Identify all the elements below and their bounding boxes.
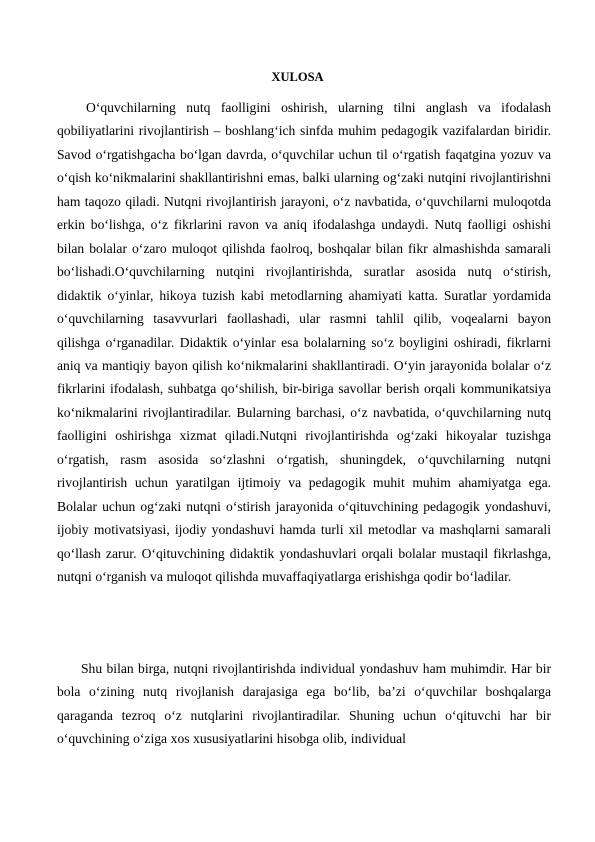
page-title: XULOSA [271, 70, 324, 84]
paragraph-conclusion-2: Shu bilan birga, nutqni rivojlantirishda individual yondashuv ham muhimdir. Har bir bola o‘zining nutq rivojlanish darajasiga ega bo‘lib, ba’zi o‘quvchilar boshqalarga qaraganda tezroq o‘z nutqlarini rivojlantiradilar. Shuning uchun o‘qituvchi har bir o‘quvchining o‘ziga xos xususiyatlarini hisobga olib, individual [57, 661, 551, 747]
paragraph-conclusion-1: O‘quvchilarning nutq faolligini oshirish, ularning tilni anglash va ifodalash qobiliyatlarini rivojlantirish – boshlang‘ich sinfda muhim pedagogik vazifalardan biridir. Savod o‘rgatishgacha bo‘lgan davrda, o‘quvchilar uchun til o‘rgatish faqatgina yozuv va o‘qish ko‘nikmalarini shakllantirishni emas, balki ularning og‘zaki nutqini rivojlantirishni ham taqozo qiladi. Nutqni rivojlantirish jarayoni, o‘z navbatida, o‘quvchilarni muloqotda erkin bo‘lishga, o‘z fikrlarini ravon va aniq ifodalashga undaydi. Nutq faolligi oshishi bilan bolalar o‘zaro muloqot qilishda faolroq, boshqalar bilan fikr almashishda samarali bo‘lishadi.O‘quvchilarning nutqini rivojlantirishda, suratlar asosida nutq o‘stirish, didaktik o‘yinlar, hikoya tuzish kabi metodlarning ahamiyati katta. Suratlar yordamida o‘quvchilarning tasavvurlari faollashadi, ular rasmni tahlil qilib, voqealarni bayon qilishga o‘rganadilar. Didaktik o‘yinlar esa bolalarning so‘z boyligini oshiradi, fikrlarni aniq va mantiqiy bayon qilish ko‘nikmalarini shakllantiradi. O‘yin jarayonida bolalar o‘z fikrlarini ifodalash, suhbatga qo‘shilish, bir-biriga savollar berish orqali kommunikatsiya ko‘nikmalarini rivojlantiradilar. Bularning barchasi, o‘z navbatida, o‘quvchilarning nutq faolligini oshirishga xizmat qiladi.Nutqni rivojlantirishda og‘zaki hikoyalar tuzishga o‘rgatish, rasm asosida so‘zlashni o‘rgatish, shuningdek, o‘quvchilarning nutqni rivojlantirish uchun yaratilgan ijtimoiy va pedagogik muhit muhim ahamiyatga ega. Bolalar uchun og‘zaki nutqni o‘stirish jarayonida o‘qituvchining pedagogik yondashuvi, ijobiy motivatsiyasi, ijodiy yondashuvi hamda turli xil metodlar va mashqlarni samarali qo‘llash zarur. O‘qituvchining didaktik yondashuvlari orqali bolalar mustaqil fikrlashga, nutqni o‘rganish va muloqot qilishda muvaffaqiyatlarga erishishga qodir bo‘ladilar. [57, 100, 551, 585]
